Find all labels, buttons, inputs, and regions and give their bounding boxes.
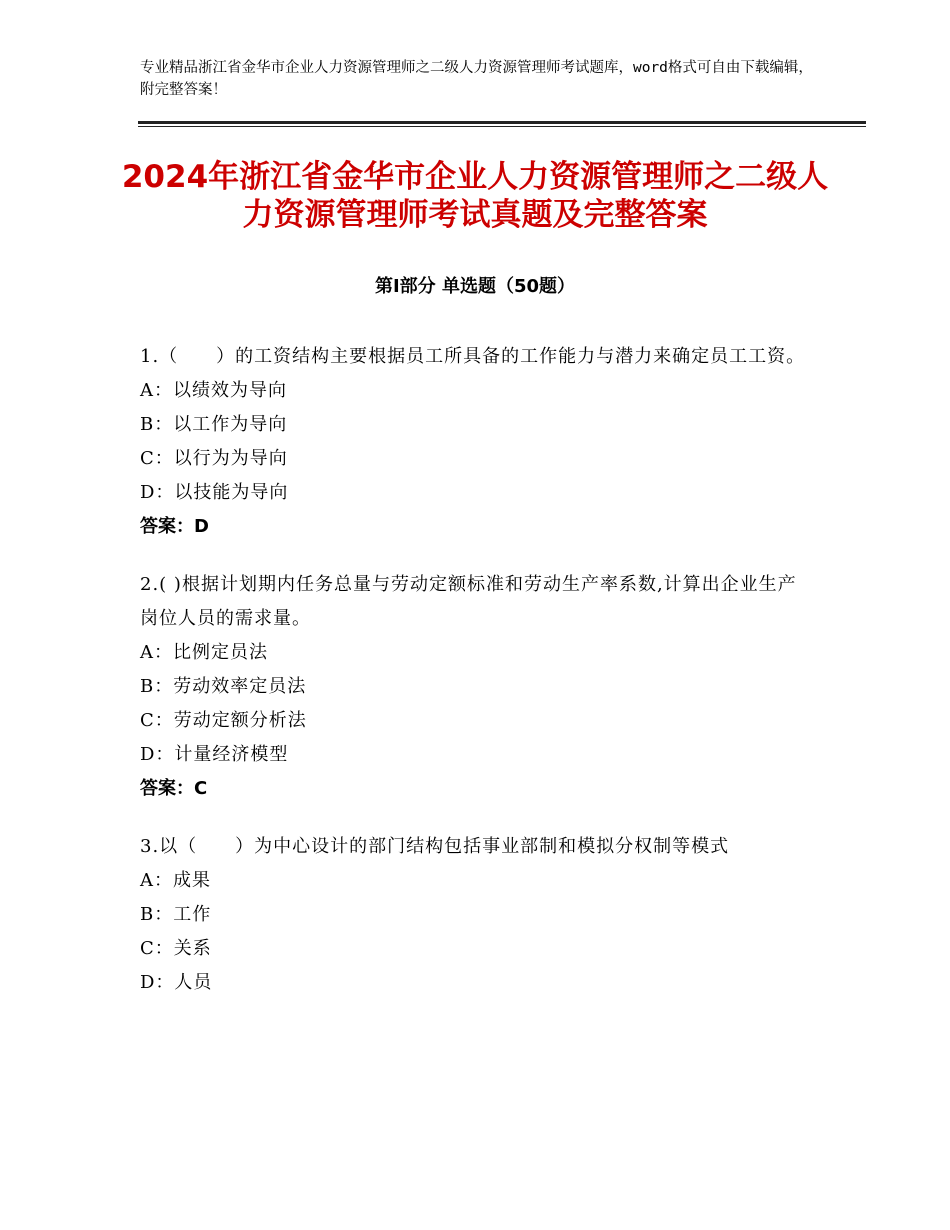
section-heading: 第Ⅰ部分 单选题（50题） (374, 276, 575, 297)
question-1 (140, 340, 810, 544)
question-2 (140, 568, 810, 806)
option-b: B：劳动效率定员法 (140, 676, 307, 697)
option-a: A：以绩效为导向 (140, 380, 287, 401)
option-b: B：工作 (140, 904, 212, 925)
option-c: C：关系 (140, 938, 212, 959)
option-a: A：比例定员法 (140, 642, 268, 663)
option-d: D：人员 (140, 972, 213, 993)
question-3 (140, 830, 810, 1000)
question-list (140, 340, 810, 1024)
answer-label: 答案：C (140, 778, 208, 799)
header-note: 专业精品浙江省金华市企业人力资源管理师之二级人力资源管理师考试题库，word格式可自由下载编辑，附完整答案！ (140, 60, 813, 98)
option-a: A：成果 (140, 870, 211, 891)
header-divider-thick (138, 121, 866, 124)
question-stem: 1.（ ）的工资结构主要根据员工所具备的工作能力与潜力来确定员工工资。 (140, 346, 806, 367)
answer-label: 答案：D (140, 516, 209, 537)
option-b: B：以工作为导向 (140, 414, 288, 435)
option-d: D：以技能为导向 (140, 482, 289, 503)
option-d: D：计量经济模型 (140, 744, 289, 765)
question-stem: 3.以（ ）为中心设计的部门结构包括事业部制和模拟分权制等模式 (140, 836, 730, 857)
document-title: 2024年浙江省金华市企业人力资源管理师之二级人力资源管理师考试真题及完整答案 (121, 159, 829, 233)
header-divider-thin (138, 126, 866, 127)
option-c: C：劳动定额分析法 (140, 710, 307, 731)
option-c: C：以行为为导向 (140, 448, 288, 469)
question-stem: 2.( )根据计划期内任务总量与劳动定额标准和劳动生产率系数,计算出企业生产岗位人员的需求量。 (140, 574, 797, 629)
